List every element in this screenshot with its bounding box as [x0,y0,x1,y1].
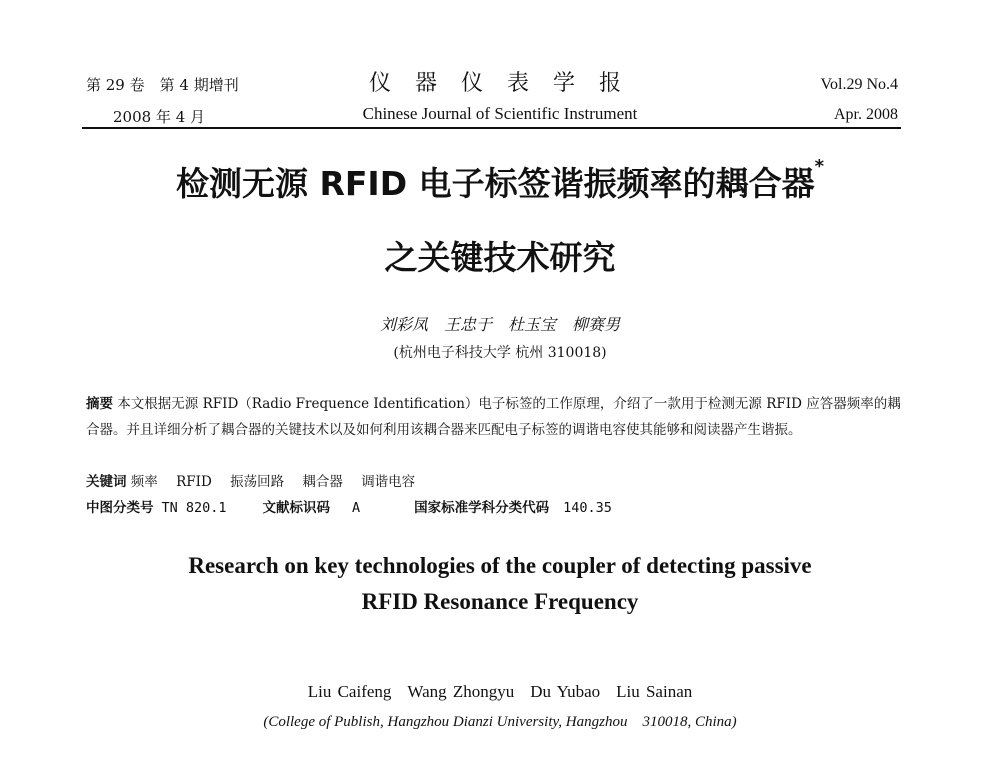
abstract [86,391,912,443]
keyword: 频率 [130,474,158,490]
journal-name-zh: 仪器仪表学报 [368,71,645,96]
title-zh-line1 [0,158,1000,205]
title-footnote-mark: * [814,156,825,177]
title-zh-line2: 之关键技术研究 [384,238,616,277]
date-zh: 2008 年 4 月 [113,108,206,126]
title-en-line2: RFID Resonance Frequency [361,589,639,614]
author-name: Liu Sainan [616,682,693,701]
doc-code-label: 文献标识码 [262,500,331,516]
clc-label: 中图分类号 [86,500,154,516]
abstract-text: 本文根据无源 RFID（Radio Frequence Identification）电子标签的工作原理，介绍了一款用于检测无源 RFID 应答器频率的耦合器。并且详细分析了耦合器的关键技术以及如何利用该耦合器来匹配电子标签的调谐电容使其能够和阅读器产生谐振。 [86,396,901,438]
classification-line [86,496,612,516]
author-name: Liu Caifeng [307,682,392,701]
keyword: RFID [176,474,212,490]
author-name: Wang Zhongyu [407,682,515,701]
keyword: 调谐电容 [361,474,416,490]
doc-code-value: A [352,500,361,516]
subject-code-value: 140.35 [563,500,612,516]
date-en: Apr. 2008 [834,106,898,123]
keywords [86,470,429,490]
subject-code-label: 国家标准学科分类代码 [414,500,550,516]
journal-name-en: Chinese Journal of Scientific Instrument [362,104,638,123]
volume-issue-zh: 第 29 卷 第 4 期增刊 [86,76,239,94]
keyword: 耦合器 [302,474,343,490]
title-en-line1: Research on key technologies of the coupler of detecting passive [188,553,812,578]
authors-en [0,682,1000,702]
title-zh-line1-text: 检测无源 RFID 电子标签谐振频率的耦合器 [175,164,815,203]
volume-issue-en: Vol.29 No.4 [820,76,898,93]
affiliation-zh: (杭州电子科技大学 杭州 310018) [393,345,607,361]
abstract-label: 摘要 [86,396,113,412]
clc-value: TN 820.1 [161,500,227,516]
keywords-label: 关键词 [86,474,127,490]
author-name: Du Yubao [530,682,601,701]
header-rule [82,127,901,129]
affiliation-en: (College of Publish, Hangzhou Dianzi University, Hangzhou 310018, China) [263,714,737,730]
authors-zh: 刘彩凤 王忠于 杜玉宝 柳赛男 [379,315,620,334]
keyword: 振荡回路 [230,474,285,490]
